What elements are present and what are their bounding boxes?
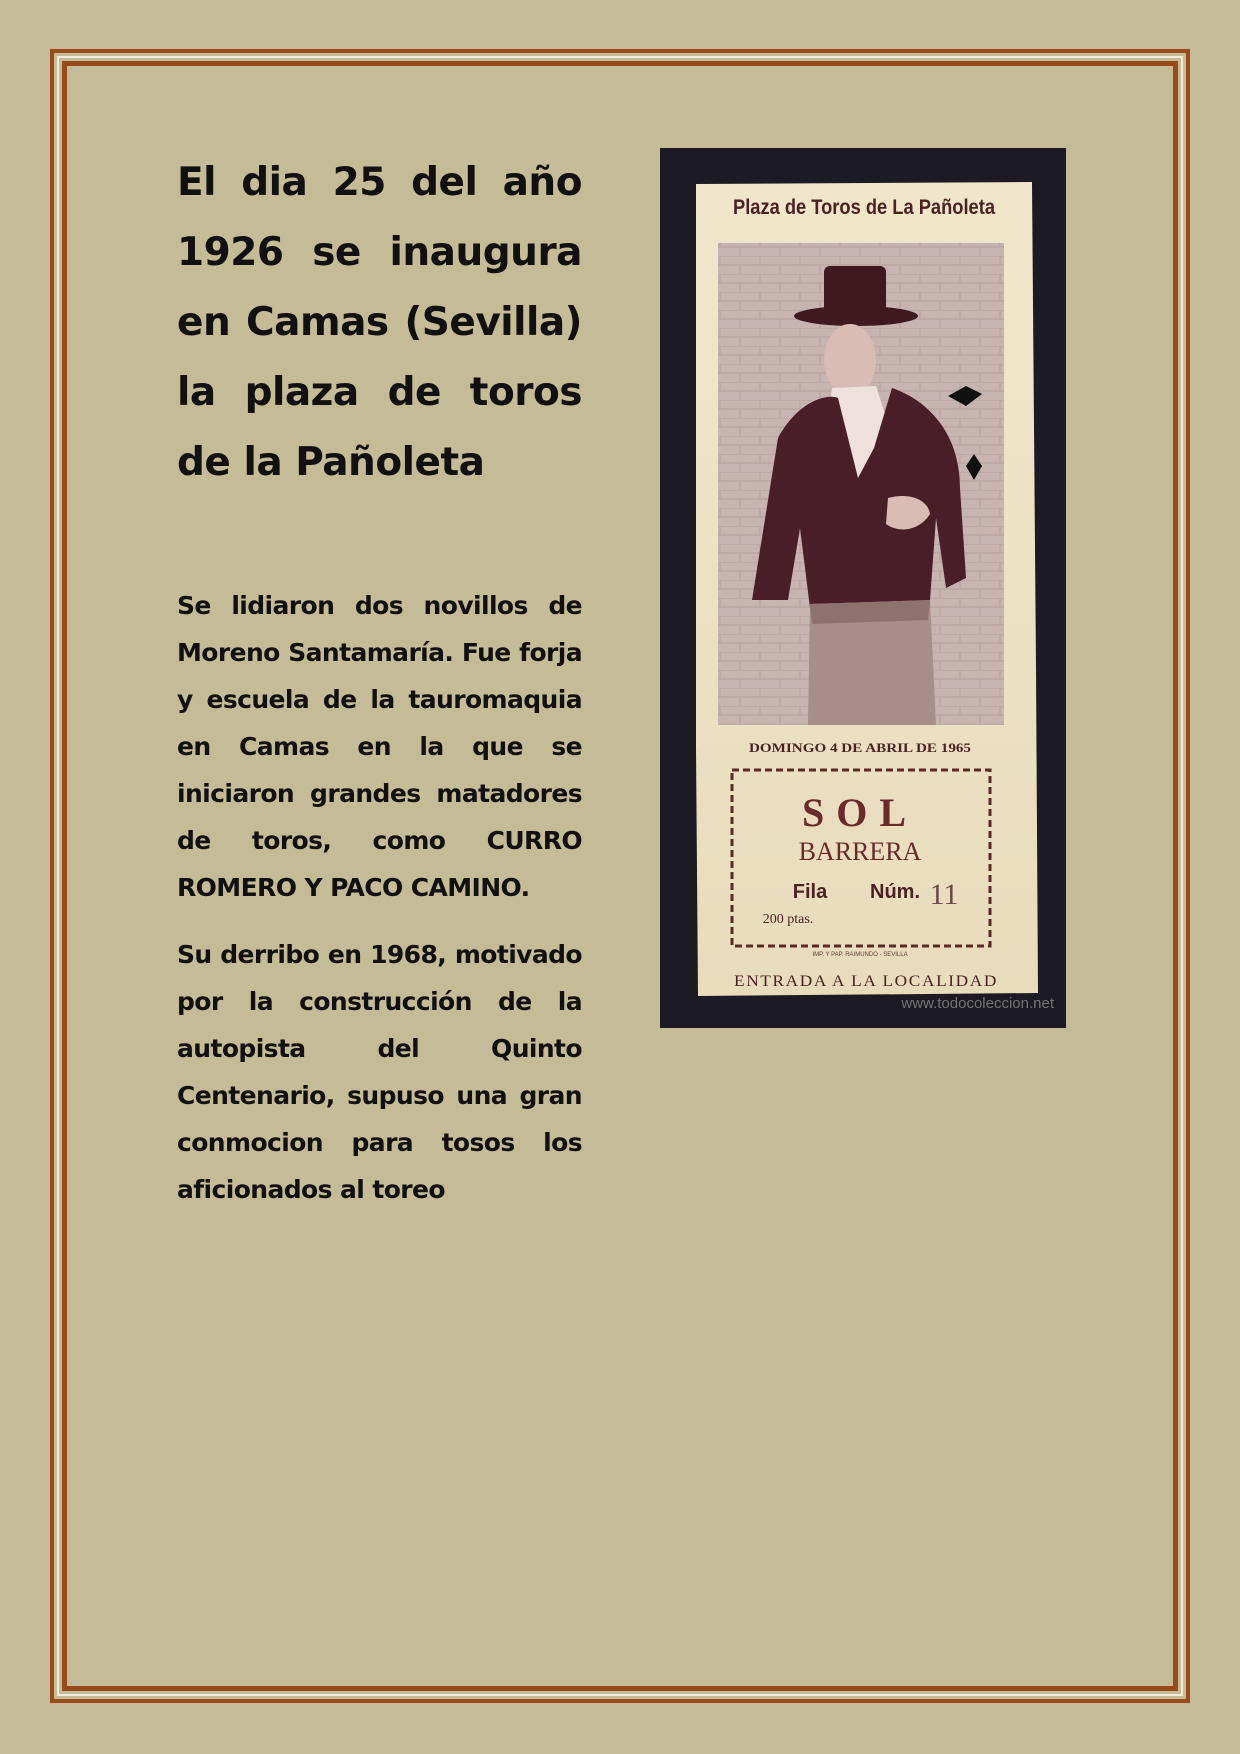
page-title: El dia 25 del año 1926 se inaugura en Camas (Sevilla) la plaza de toros de la Pañoleta bbox=[177, 160, 582, 485]
paragraph-history: Se lidiaron dos novillos de Moreno Santamaría. Fue forja y escuela de la tauromaquia en Camas en la que se iniciaron grandes matadores de toros, como CURRO ROMERO Y PACO CAMINO. bbox=[177, 591, 582, 902]
watermark-text: www.todocoleccion.net bbox=[901, 995, 1054, 1012]
ticket-image bbox=[660, 148, 1066, 1028]
ticket-photo bbox=[660, 148, 1066, 1028]
ticket-seat-number: 11 bbox=[929, 878, 959, 911]
ticket-venue: Plaza de Toros de La Pañoleta bbox=[733, 196, 996, 219]
text-column bbox=[177, 148, 582, 1213]
ticket-printer: IMP. Y PAP. RAIMUNDO - SEVILLA bbox=[812, 952, 908, 958]
ticket-date: DOMINGO 4 DE ABRIL DE 1965 bbox=[749, 740, 972, 755]
ticket-seat-type: BARRERA bbox=[798, 837, 922, 866]
matador-portrait bbox=[718, 243, 1004, 725]
ticket-fila-label: Fila bbox=[792, 881, 828, 903]
ticket-section: SOL bbox=[801, 790, 919, 835]
ticket-price: 200 ptas. bbox=[762, 912, 814, 927]
ticket-footer: ENTRADA A LA LOCALIDAD bbox=[734, 973, 998, 990]
ticket-num-label: Núm. bbox=[870, 881, 920, 903]
paragraph-demolition: Su derribo en 1968, motivado por la construcción de la autopista del Quinto Centenario, supuso una gran conmocion para tosos los aficionados al toreo bbox=[177, 940, 582, 1204]
